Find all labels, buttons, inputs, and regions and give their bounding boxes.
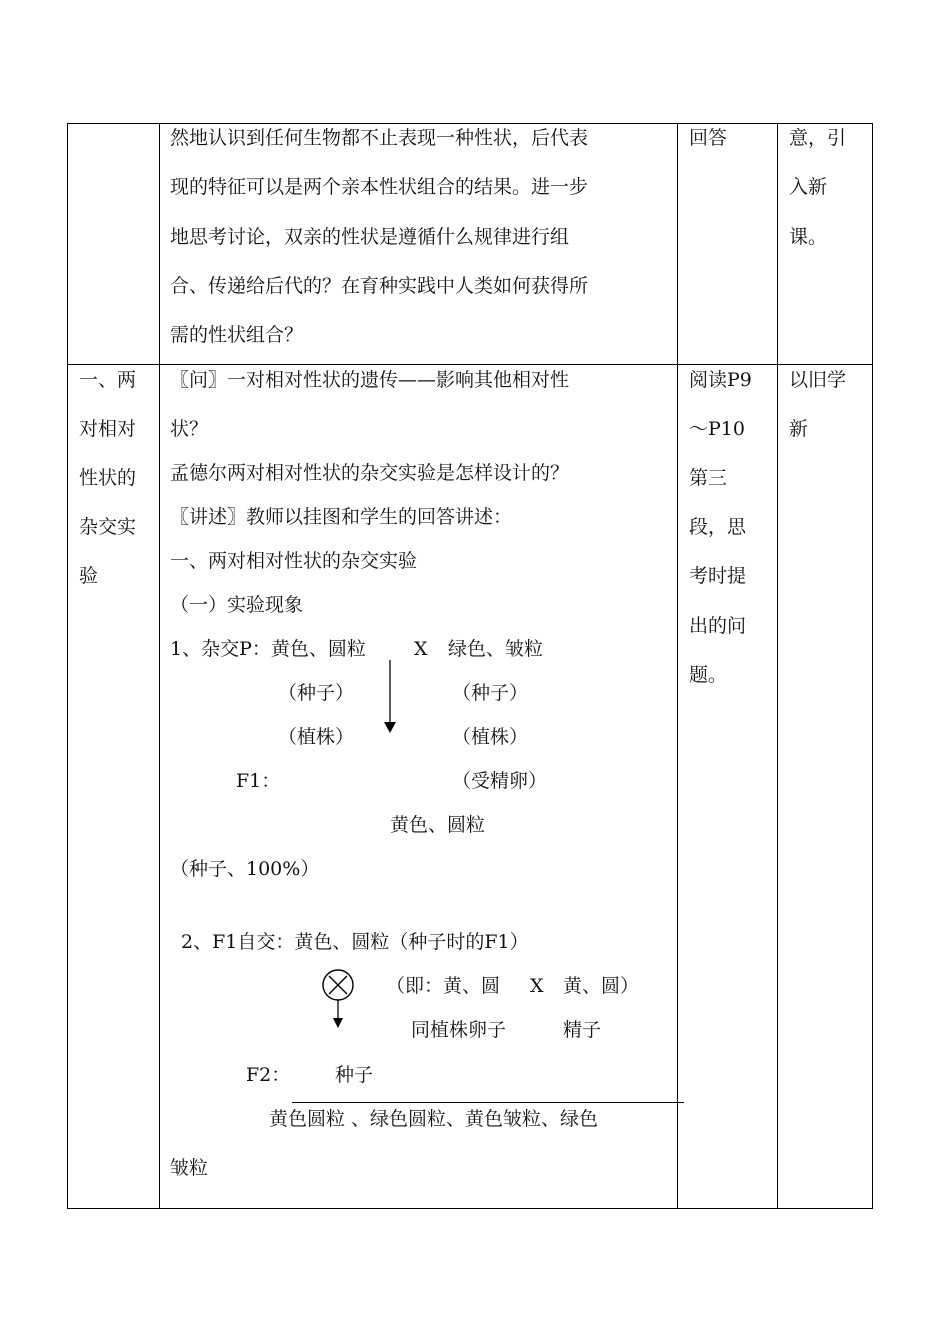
table-border-bottom bbox=[67, 1208, 873, 1209]
plant-label-right: （植株） bbox=[452, 726, 529, 748]
row2-topic-line-2: 对相对 bbox=[79, 418, 137, 440]
table-col-divider-2 bbox=[677, 123, 678, 1209]
row1-main-line-5: 需的性状组合？ bbox=[170, 324, 304, 346]
down-arrow-icon bbox=[380, 660, 400, 734]
table-border-left bbox=[67, 123, 68, 1209]
question-1-cont: 状？ bbox=[170, 418, 209, 440]
f1-result: 黄色、圆粒 bbox=[390, 814, 486, 836]
table-row-divider bbox=[67, 364, 873, 365]
egg-label: 同植株卵子 bbox=[411, 1019, 507, 1041]
subsection-heading: （一）实验现象 bbox=[170, 594, 304, 616]
cross-parent-right: 绿色、皱粒 bbox=[448, 638, 544, 660]
table-col-divider-3 bbox=[777, 123, 778, 1209]
row2-topic-line-5: 验 bbox=[79, 565, 99, 587]
row2-topic-line-3: 性状的 bbox=[79, 467, 137, 489]
row1-main-line-1: 然地认识到任何生物都不止表现一种性状，后代表 bbox=[170, 127, 589, 149]
self-cross-icon bbox=[318, 968, 358, 1030]
row1-intent-line-2: 入新 bbox=[789, 176, 828, 198]
narration: 〖讲述〗教师以挂图和学生的回答讲述： bbox=[170, 506, 513, 528]
table-border-right bbox=[872, 123, 873, 1209]
selfing-heading: 2、F1自交：黄色、圆粒（种子时的F1） bbox=[181, 931, 529, 953]
row2-student-line-5: 考时提 bbox=[689, 565, 747, 587]
self-x-symbol: X bbox=[530, 975, 544, 997]
row1-student-activity: 回答 bbox=[689, 127, 728, 149]
seed-label-right: （种子） bbox=[452, 682, 529, 704]
f2-result-cont: 皱粒 bbox=[170, 1157, 209, 1179]
row2-student-line-3: 第三 bbox=[689, 467, 728, 489]
row2-intent-line-2: 新 bbox=[789, 418, 809, 440]
sperm-label: 精子 bbox=[563, 1019, 602, 1041]
table-col-divider-1 bbox=[159, 123, 160, 1209]
row1-main-line-3: 地思考讨论，双亲的性状是遵循什么规律进行组 bbox=[170, 226, 570, 248]
row1-main-line-4: 合、传递给后代的？在育种实践中人类如何获得所 bbox=[170, 275, 589, 297]
question-2: 孟德尔两对相对性状的杂交实验是怎样设计的？ bbox=[170, 462, 570, 484]
section-heading: 一、两对相对性状的杂交实验 bbox=[170, 550, 418, 572]
row1-intent-line-3: 课。 bbox=[789, 226, 828, 248]
seed-label-left: （种子） bbox=[278, 682, 355, 704]
self-parent-a: （即：黄、圆 bbox=[386, 975, 501, 997]
row2-intent-line-1: 以旧学 bbox=[789, 369, 847, 391]
row2-student-line-2: ～P10 bbox=[689, 418, 745, 440]
table-border-top bbox=[67, 123, 873, 124]
row2-student-line-1: 阅读P9 bbox=[689, 369, 752, 391]
f2-result: 黄色圆粒 、绿色圆粒、黄色皱粒、绿色 bbox=[269, 1108, 599, 1130]
self-parent-b: 黄、圆） bbox=[563, 975, 640, 997]
row1-main-line-2: 现的特征可以是两个亲本性状组合的结果。进一步 bbox=[170, 176, 589, 198]
row2-student-line-4: 段，思 bbox=[689, 516, 747, 538]
row2-topic-line-1: 一、两 bbox=[79, 369, 137, 391]
row2-student-line-6: 出的问 bbox=[689, 615, 747, 637]
f2-label: F2： bbox=[246, 1064, 291, 1086]
zygote-label: （受精卵） bbox=[452, 770, 548, 792]
f2-underline bbox=[292, 1102, 684, 1103]
f1-label: F1： bbox=[236, 770, 281, 792]
f1-percentage: （种子、100%） bbox=[170, 858, 320, 880]
cross-parent-left: 1、杂交P：黄色、圆粒 bbox=[170, 638, 366, 660]
row2-topic-line-4: 杂交实 bbox=[79, 516, 137, 538]
f2-seed-label: 种子 bbox=[335, 1064, 374, 1086]
plant-label-left: （植株） bbox=[278, 726, 355, 748]
row2-student-line-7: 题。 bbox=[689, 664, 728, 686]
cross-x-symbol: X bbox=[414, 638, 428, 660]
question-1: 〖问〗一对相对性状的遗传——影响其他相对性 bbox=[170, 369, 570, 391]
row1-intent-line-1: 意，引 bbox=[789, 127, 847, 149]
